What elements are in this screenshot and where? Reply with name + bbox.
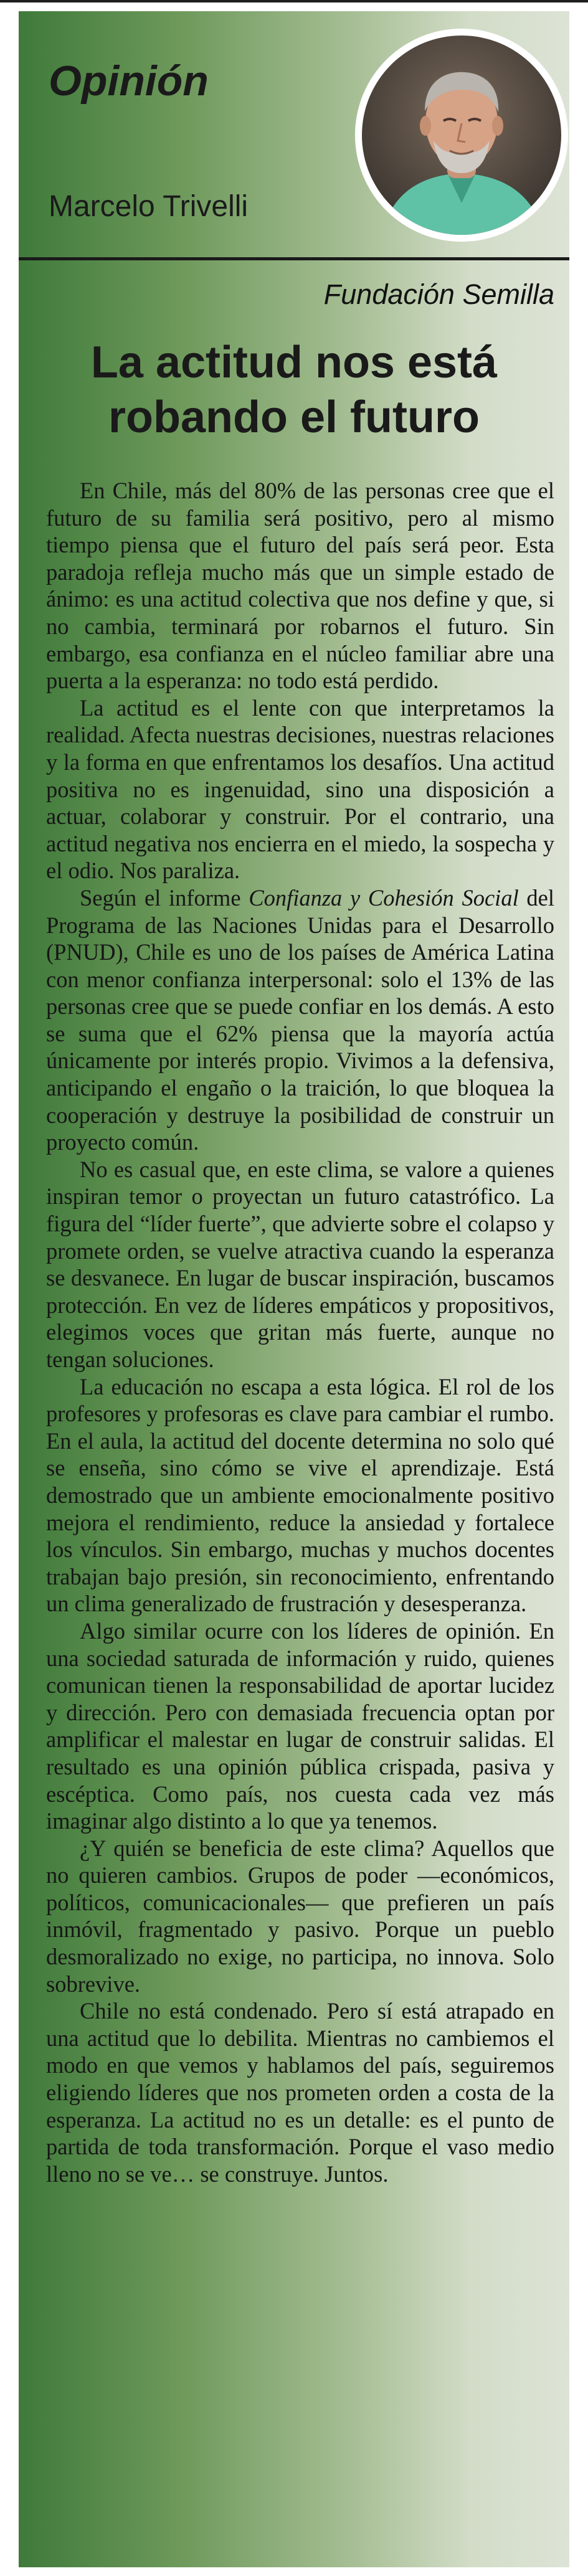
- paragraph-3: [46, 884, 554, 1156]
- paragraph-1: En Chile, más del 80% de las personas cree que el futuro de su familia será positivo, pero al mismo tiempo piensa que el futuro del país será peor. Esta paradoja refleja mucho más que un simple estado de ánimo: es una actitud colectiva que nos define y que, si no cambia, terminará por robarnos el futuro. Sin embargo, esa confianza en el núcleo familiar abre una puerta a la esperanza: no todo está perdido.: [46, 478, 554, 694]
- header-divider: [19, 257, 569, 260]
- paragraph-2: La actitud es el lente con que interpretamos la realidad. Afecta nuestras decisiones, nuestras relaciones y la forma en que enfrentamos los desafíos. Una actitud positiva no es ingenuidad, sino una disposición a actuar, colaborar y construir. Por el contrario, una actitud negativa nos encierra en el miedo, la sospecha y el odio. Nos paraliza.: [46, 694, 554, 884]
- paragraph-4: No es casual que, en este clima, se valore a quienes inspiran temor o proyectan un futuro catastrófico. La figura del “líder fuerte”, que advierte sobre el colapso y promete orden, se vuelve atractiva cuando la esperanza se desvanece. En lugar de buscar inspiración, buscamos protección. En vez de líderes empáticos y propositivos, elegimos voces que gritan más fuerte, aunque no tengan soluciones.: [46, 1156, 554, 1372]
- author-portrait: [355, 29, 568, 242]
- article-title-line-2: robando el futuro: [108, 392, 480, 442]
- top-border: [0, 0, 588, 2]
- paragraph-3-lead: Según el informe: [80, 884, 249, 911]
- article-title-line-1: La actitud nos está: [90, 338, 498, 387]
- paragraph-6: Algo similar ocurre con los líderes de opinión. En una sociedad saturada de información y ruido, quienes comunican tienen la responsabilidad de aportar lucidez y dirección. Pero con demasiada frecuencia optan por amplificar el malestar en lugar de construir salidas. El resultado es una opinión pública crispada, pasiva y escéptica. Como país, nos cuesta cada vez más imaginar algo distinto a lo que ya tenemos.: [46, 1617, 554, 1834]
- report-title: Confianza y Cohesión Social: [249, 884, 519, 911]
- article-title: [19, 335, 569, 445]
- paragraph-5: La educación no escapa a esta lógica. El rol de los profesores y profesoras es clave para cambiar el rumbo. En el aula, la actitud del docente determina no solo qué se enseña, sino cómo se vive el aprendizaje. Está demostrado que un ambiente emocionalmente positivo mejora el rendimiento, reduce la ansiedad y fortalece los vínculos. Sin embargo, muchas y muchos docentes trabajan bajo presión, sin reconocimiento, enfrentando un clima generalizado de frustración y desesperanza.: [46, 1373, 554, 1617]
- article-body: [46, 477, 554, 2187]
- author-name: Marcelo Trivelli: [49, 190, 249, 223]
- opinion-column: [19, 11, 569, 2567]
- paragraph-8: Chile no está condenado. Pero sí está atrapado en una actitud que lo debilita. Mientras no cambiemos el modo en que vemos y hablamos del país, seguiremos eligiendo líderes que nos prometen orden a costa de la esperanza. La actitud no es un detalle: es el punto de partida de toda transformación. Porque el vaso medio lleno no se ve… se construye. Juntos.: [46, 1998, 554, 2187]
- paragraph-3-rest: del Programa de las Naciones Unidas para el Desarrollo (PNUD), Chile es uno de los países de América Latina con menor confianza interpersonal: solo el 13% de las personas cree que se puede confiar en los demás. A esto se suma que el 62% piensa que la mayoría actúa únicamente por interés propio. Vivimos a la defensiva, anticipando el engaño o la traición, lo que bloquea la cooperación y destruye la posibilidad de construir un proyecto común.: [46, 884, 555, 1155]
- section-label: Opinión: [49, 57, 209, 105]
- paragraph-7: ¿Y quién se beneficia de este clima? Aquellos que no quieren cambios. Grupos de poder —económicos, políticos, comunicacionales— que prefieren un país inmóvil, fragmentado y pasivo. Porque un pueblo desmoralizado no exige, no participa, no innova. Solo sobrevive.: [46, 1835, 554, 1997]
- column-header: [19, 11, 569, 273]
- organization-name: Fundación Semilla: [323, 278, 554, 310]
